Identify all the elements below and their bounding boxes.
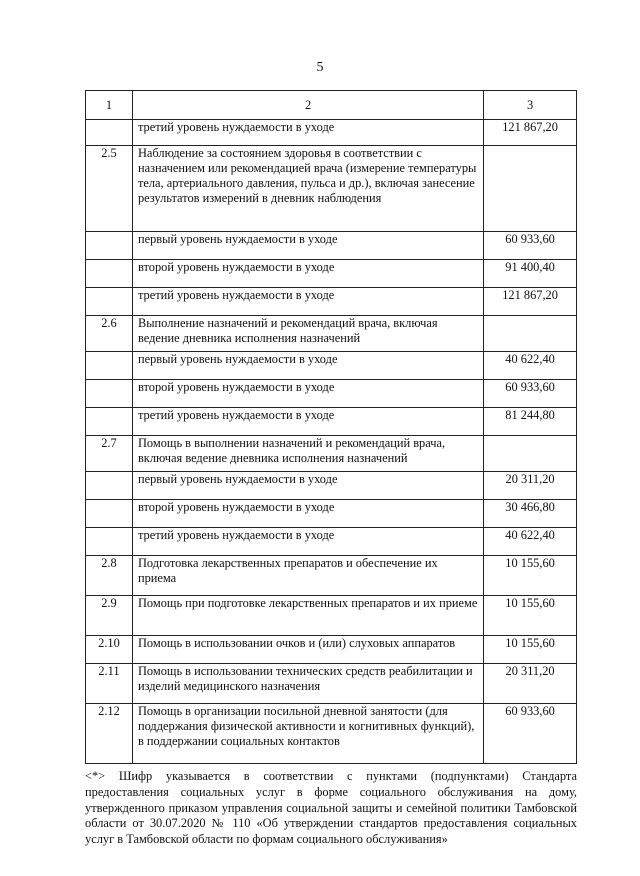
row-code xyxy=(86,120,133,146)
table-row xyxy=(86,636,577,664)
table-row xyxy=(86,704,577,764)
row-text: второй уровень нуждаемости в уходе xyxy=(132,380,483,408)
header-cell-col2: 2 xyxy=(132,91,483,120)
row-code: 2.12 xyxy=(86,704,133,764)
row-text: третий уровень нуждаемости в уходе xyxy=(132,528,483,556)
row-value xyxy=(484,146,577,232)
row-code xyxy=(86,472,133,500)
row-text: Выполнение назначений и рекомендаций врача, включая ведение дневника исполнения назначений xyxy=(132,316,483,352)
table-row xyxy=(86,316,577,352)
row-value xyxy=(484,316,577,352)
row-text: третий уровень нуждаемости в уходе xyxy=(132,408,483,436)
table-row xyxy=(86,596,577,636)
table-row xyxy=(86,380,577,408)
footnote xyxy=(85,769,577,848)
row-code: 2.9 xyxy=(86,596,133,636)
row-value: 10 155,60 xyxy=(484,596,577,636)
row-value: 60 933,60 xyxy=(484,232,577,260)
row-code xyxy=(86,288,133,316)
row-text: третий уровень нуждаемости в уходе xyxy=(132,120,483,146)
row-value: 60 933,60 xyxy=(484,380,577,408)
row-code: 2.8 xyxy=(86,556,133,596)
row-value: 30 466,80 xyxy=(484,500,577,528)
table-row xyxy=(86,260,577,288)
table-row xyxy=(86,664,577,704)
row-value: 81 244,80 xyxy=(484,408,577,436)
footnote-text: <*> Шифр указывается в соответствии с пунктами (подпунктами) Стандарта предоставления социальных услуг в форме социального обслуживания на дому, утвержденного приказом управления социальной защиты и семейной политики Тамбовской области от 30.07.2020 № 110 «Об утверждении стандартов предоставления социальных услуг в Тамбовской области по формам социального обслуживания» xyxy=(85,769,577,847)
row-text: первый уровень нуждаемости в уходе xyxy=(132,352,483,380)
row-value: 91 400,40 xyxy=(484,260,577,288)
row-text: первый уровень нуждаемости в уходе xyxy=(132,232,483,260)
table-row xyxy=(86,556,577,596)
table-row xyxy=(86,472,577,500)
row-code xyxy=(86,260,133,288)
row-code xyxy=(86,352,133,380)
header-cell-col3: 3 xyxy=(484,91,577,120)
row-value: 10 155,60 xyxy=(484,636,577,664)
row-code: 2.6 xyxy=(86,316,133,352)
table-row xyxy=(86,352,577,380)
row-text: Помощь в использовании технических средств реабилитации и изделий медицинского назначения xyxy=(132,664,483,704)
row-value: 10 155,60 xyxy=(484,556,577,596)
table-row xyxy=(86,436,577,472)
row-text: Помощь в использовании очков и (или) слуховых аппаратов xyxy=(132,636,483,664)
row-text: Наблюдение за состоянием здоровья в соответствии с назначением или рекомендацией врача (измерение температуры тела, артериального давления, пульса и др.), включая занесение результатов измерений в дневник наблюдения xyxy=(132,146,483,232)
row-code xyxy=(86,528,133,556)
row-value: 121 867,20 xyxy=(484,120,577,146)
row-value: 40 622,40 xyxy=(484,528,577,556)
table-row xyxy=(86,288,577,316)
table-row xyxy=(86,528,577,556)
row-code: 2.7 xyxy=(86,436,133,472)
row-code xyxy=(86,408,133,436)
header-cell-col1: 1 xyxy=(86,91,133,120)
row-text: первый уровень нуждаемости в уходе xyxy=(132,472,483,500)
table-row xyxy=(86,408,577,436)
row-text: Помощь при подготовке лекарственных препаратов и их приеме xyxy=(132,596,483,636)
row-code: 2.5 xyxy=(86,146,133,232)
row-code: 2.11 xyxy=(86,664,133,704)
row-text: второй уровень нуждаемости в уходе xyxy=(132,260,483,288)
table-row xyxy=(86,120,577,146)
page-number: 5 xyxy=(316,60,324,75)
row-value: 60 933,60 xyxy=(484,704,577,764)
table-header-row xyxy=(86,91,577,120)
row-code xyxy=(86,380,133,408)
row-code xyxy=(86,232,133,260)
row-text: Подготовка лекарственных препаратов и обеспечение их приема xyxy=(132,556,483,596)
row-value: 121 867,20 xyxy=(484,288,577,316)
row-value: 20 311,20 xyxy=(484,664,577,704)
row-text: Помощь в организации посильной дневной занятости (для поддержания физической активности и когнитивных функций), в поддержании социальных контактов xyxy=(132,704,483,764)
row-code xyxy=(86,500,133,528)
row-text: третий уровень нуждаемости в уходе xyxy=(132,288,483,316)
table-row xyxy=(86,232,577,260)
row-text: Помощь в выполнении назначений и рекомендаций врача, включая ведение дневника исполнения назначений xyxy=(132,436,483,472)
table-row xyxy=(86,146,577,232)
row-value: 40 622,40 xyxy=(484,352,577,380)
row-code: 2.10 xyxy=(86,636,133,664)
row-value xyxy=(484,436,577,472)
table-row xyxy=(86,500,577,528)
row-value: 20 311,20 xyxy=(484,472,577,500)
services-table xyxy=(85,90,577,764)
row-text: второй уровень нуждаемости в уходе xyxy=(132,500,483,528)
